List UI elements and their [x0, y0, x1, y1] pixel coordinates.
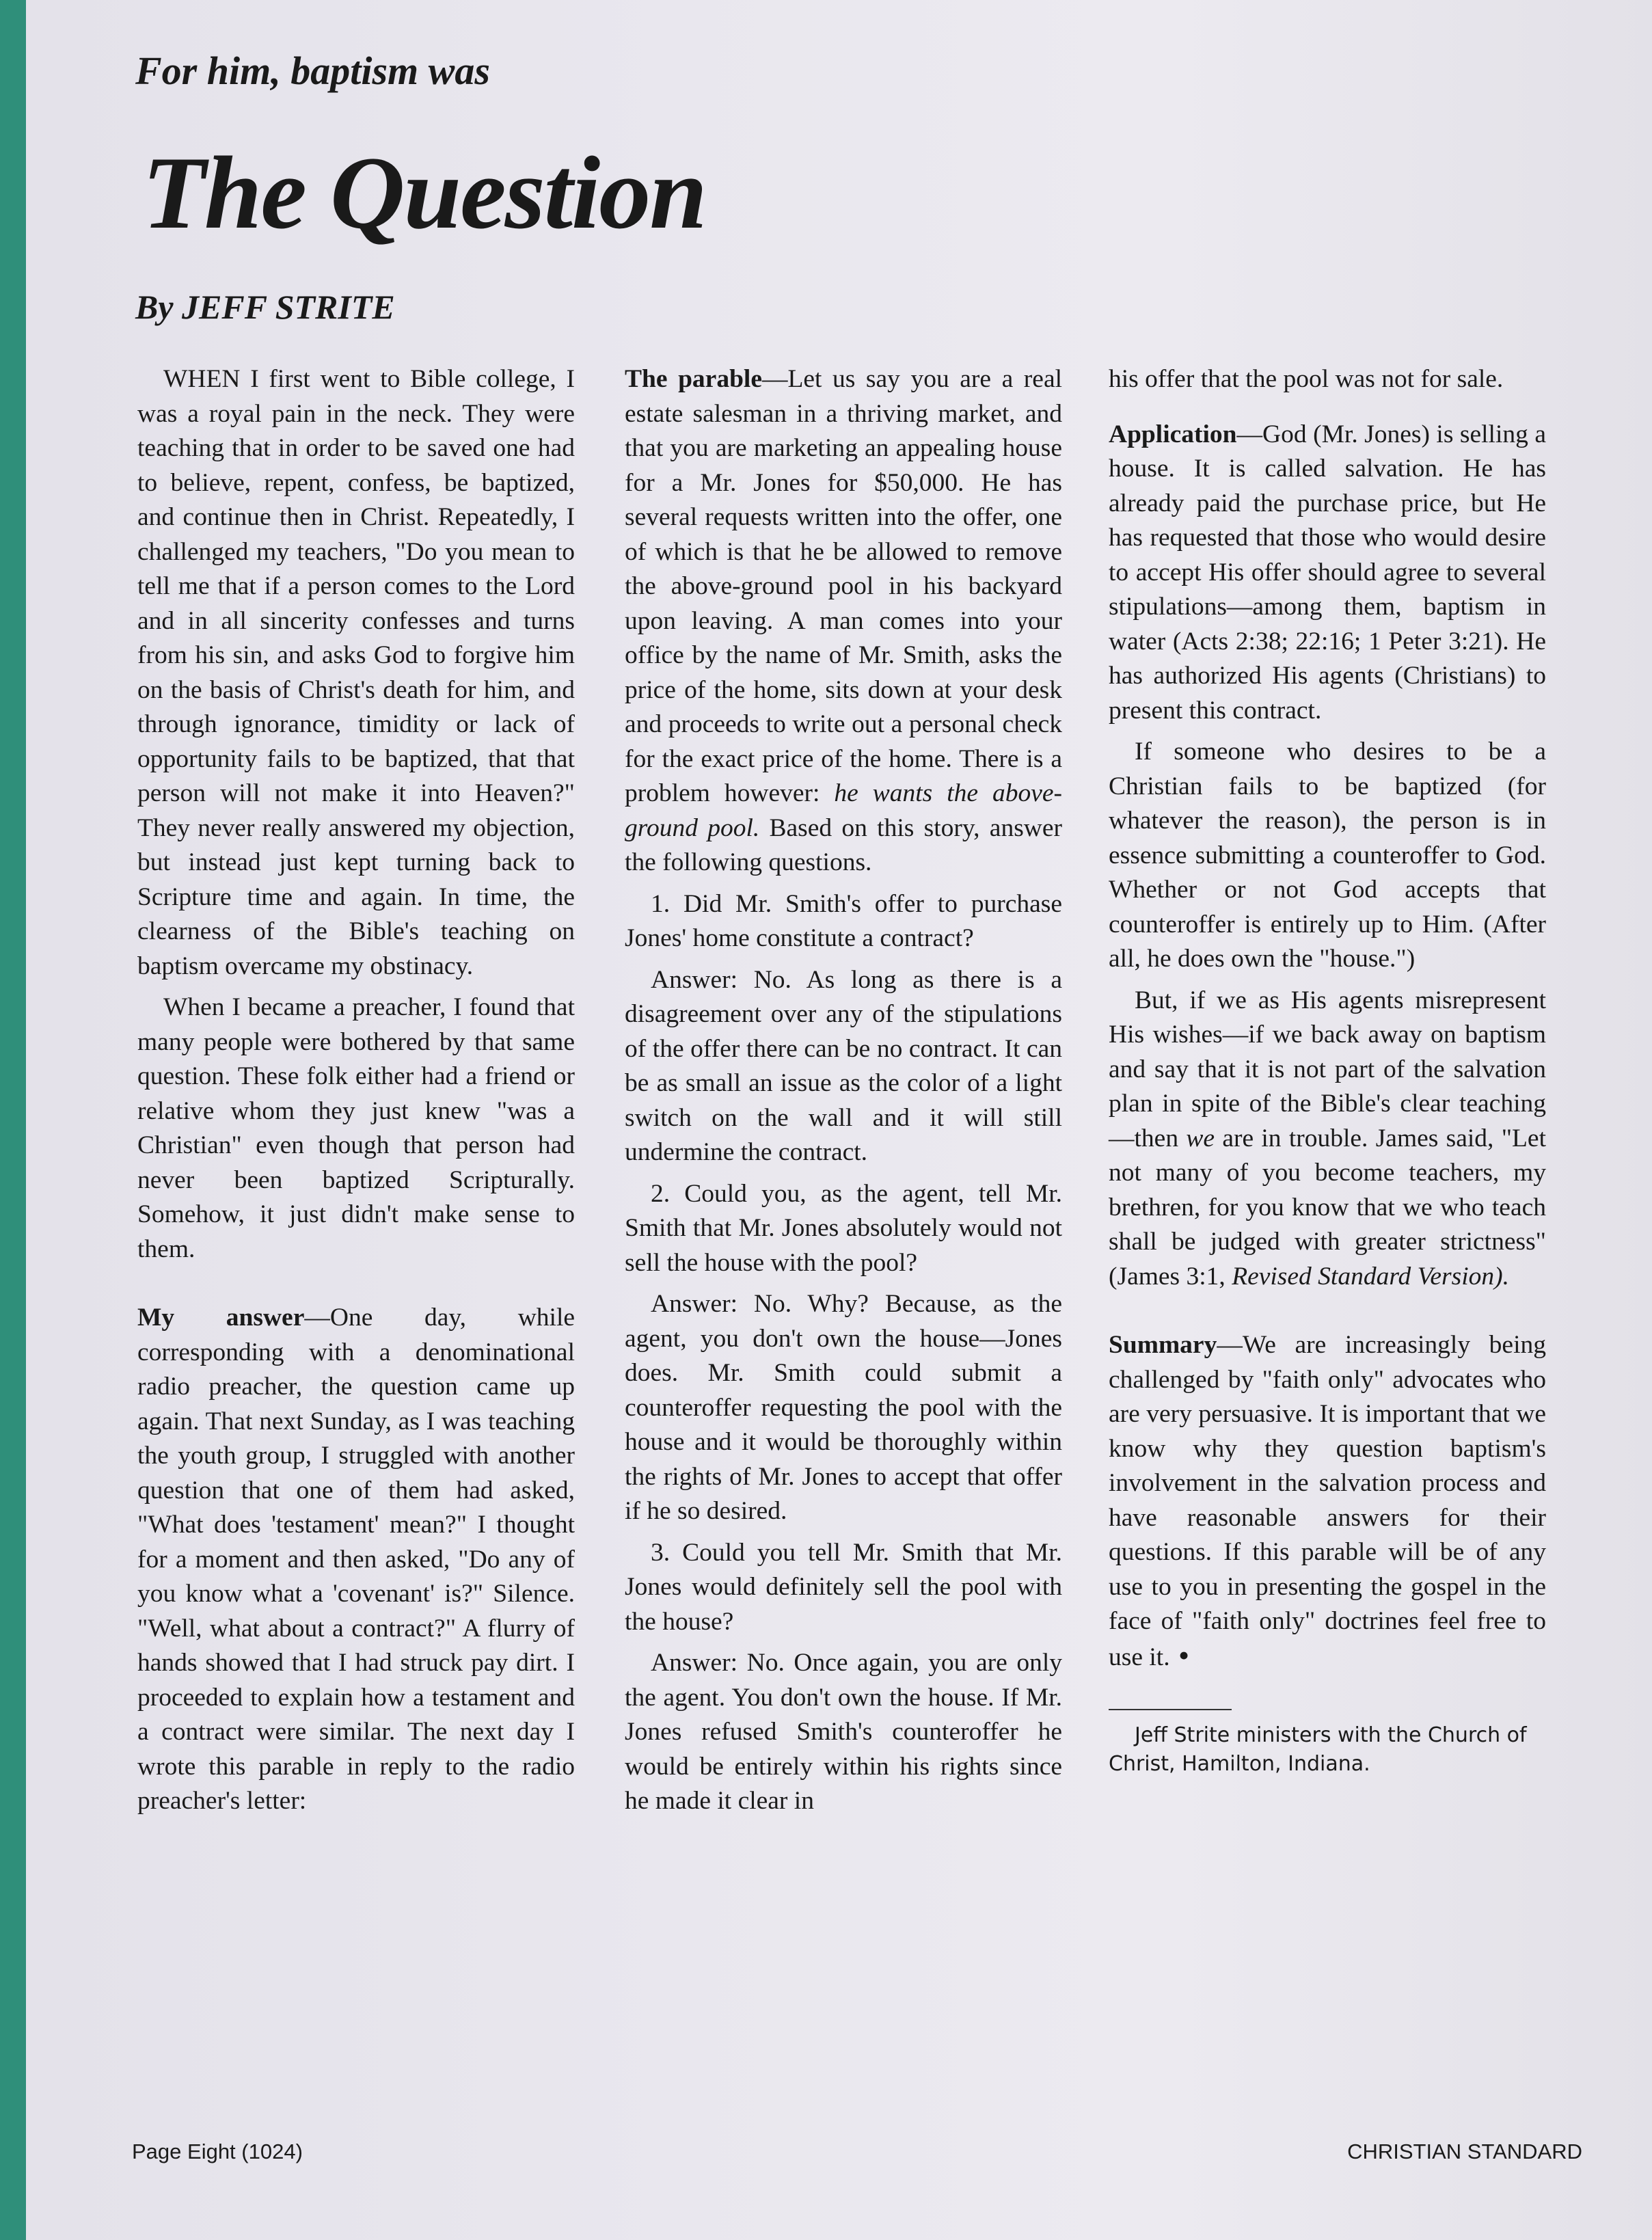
end-mark: •	[1176, 1641, 1192, 1671]
parable-italic: he wants the above-ground pool.	[625, 779, 1062, 842]
paragraph-intro: WHEN I first went to Bible college, I was a royal pain in the neck. They were teaching that in order to be saved one had to believe, repent, confess, be baptized, and continue then in Christ. Repeatedly, I challenged my teachers, "Do you mean to tell me that if a person comes to the Lord and in all sincerity confesses and turns from his sin, and asks God to forgive him on the basis of Christ's death for him, and through ignorance, timidity or lack of opportunity fails to be baptized, that that person will not make it into Heaven?" They never really answered my objection, but instead just kept turning back to Scripture time and again. In time, the clearness of the Bible's teaching on baptism overcame my obstinacy.	[137, 365, 575, 980]
paragraph-my-answer	[137, 1301, 575, 1819]
page-number: Page Eight (1024)	[132, 2140, 303, 2163]
question-3: 3. Could you tell Mr. Smith that Mr. Jones would definitely sell the pool with the house?	[625, 1538, 1062, 1636]
agents-text-a: But, if we as His agents misrepresent His wishes—if we back away on baptism and say that it is not part of the salvation plan in spite of the Bible's clear teaching—then	[1109, 986, 1546, 1152]
column-1	[137, 362, 575, 1826]
paragraph-continued: his offer that the pool was not for sale.	[1109, 365, 1504, 393]
section-head-parable: The parable	[625, 365, 762, 393]
bio-divider	[1109, 1709, 1232, 1710]
my-answer-text: —One day, while corresponding with a denominational radio preacher, the question came up again. That next Sunday, as I was teaching the youth group, I struggled with another question that one of them had asked, "What does 'testament' mean?" I thought for a moment and then asked, "Do any of you know what a 'covenant' is?" Silence. "Well, what about a contract?" A flurry of hands showed that I had struck pay dirt. I proceeded to explain how a testament and a contract were similar. The next day I wrote this parable in reply to the radio preacher's letter:	[137, 1304, 576, 1815]
column-3	[1109, 362, 1546, 1785]
publication-name: CHRISTIAN STANDARD	[1347, 2140, 1582, 2163]
magazine-page	[26, 0, 1652, 2240]
answer-2: Answer: No. Why? Because, as the agent, you don't own the house—Jones does. Mr. Smith could submit a counteroffer requesting the pool with the house and it would be thoroughly within the rights of Mr. Jones to accept that offer if he so desired.	[625, 1290, 1062, 1525]
section-head-summary: Summary	[1109, 1331, 1217, 1359]
agents-rsv: Revised Standard Version).	[1232, 1262, 1510, 1291]
parable-text-b: Based on this story, answer the following questions.	[625, 813, 1063, 876]
paragraph-counteroffer: If someone who desires to be a Christian fails to be baptized (for whatever the reason), the person is in essence submitting a counteroffer to God. Whether or not God accepts that counteroffer is entirely up to Him. (After all, he does own the "house.")	[1109, 738, 1546, 973]
section-head-application: Application	[1109, 420, 1237, 448]
question-1: 1. Did Mr. Smith's offer to purchase Jones' home constitute a contract?	[625, 889, 1062, 952]
article-byline: By JEFF STRITE	[135, 288, 395, 326]
answer-1: Answer: No. As long as there is a disagreement over any of the stipulations of the offer there can be no contract. It can be as small an issue as the color of a light switch on the wall and it will still undermine the contract.	[625, 965, 1062, 1166]
agents-we: we	[1186, 1124, 1215, 1152]
paragraph-parable	[625, 362, 1062, 880]
agents-text-b: are in trouble. James said, "Let not many of you become teachers, my brethren, for you know that we who teach shall be judged with greater strictness" (James 3:1,	[1109, 1124, 1546, 1291]
article-kicker: For him, baptism was	[135, 49, 490, 93]
paragraph-application	[1109, 418, 1546, 729]
article-title: The Question	[142, 135, 706, 250]
summary-text: —We are increasingly being challenged by "faith only" advocates who are very persuasive. It is important that we know why they question baptism's involvement in the salvation process and have reasonable answers for their questions. If this parable will be of any use to you in presenting the gospel in the face of "faith only" doctrines feel free to use it.	[1109, 1331, 1546, 1671]
author-bio: Jeff Strite ministers with the Church of Christ, Hamilton, Indiana.	[1109, 1723, 1527, 1776]
paragraph-agents	[1109, 984, 1546, 1295]
column-2	[625, 362, 1062, 1826]
paragraph-summary	[1109, 1328, 1546, 1675]
paragraph-preacher: When I became a preacher, I found that many people were bothered by that same question. These folk either had a friend or relative whom they just knew "was a Christian" even though that person had never been baptized Scripturally. Somehow, it just didn't make sense to them.	[137, 993, 575, 1263]
parable-text-a: —Let us say you are a real estate salesman in a thriving market, and that you are marketing an appealing house for a Mr. Jones for $50,000. He has several requests written into the offer, one of which is that he be allowed to remove the above-ground pool in his backyard upon leaving. A man comes into your office by the name of Mr. Smith, asks the price of the home, sits down at your desk and proceeds to write out a personal check for the exact price of the home. There is a problem however:	[625, 365, 1063, 807]
section-head-my-answer: My answer	[137, 1304, 305, 1332]
answer-3: Answer: No. Once again, you are only the agent. You don't own the house. If Mr. Jones refused Smith's counteroffer he would be entirely within his rights since he made it clear in	[625, 1649, 1062, 1815]
application-text: —God (Mr. Jones) is selling a house. It is called salvation. He has already paid the purchase price, but He has requested that those who would desire to accept His offer should agree to several stipulations—among them, baptism in water (Acts 2:38; 22:16; 1 Peter 3:21). He has authorized His agents (Christians) to present this contract.	[1109, 420, 1546, 725]
question-2: 2. Could you, as the agent, tell Mr. Smith that Mr. Jones absolutely would not sell the house with the pool?	[625, 1179, 1062, 1277]
